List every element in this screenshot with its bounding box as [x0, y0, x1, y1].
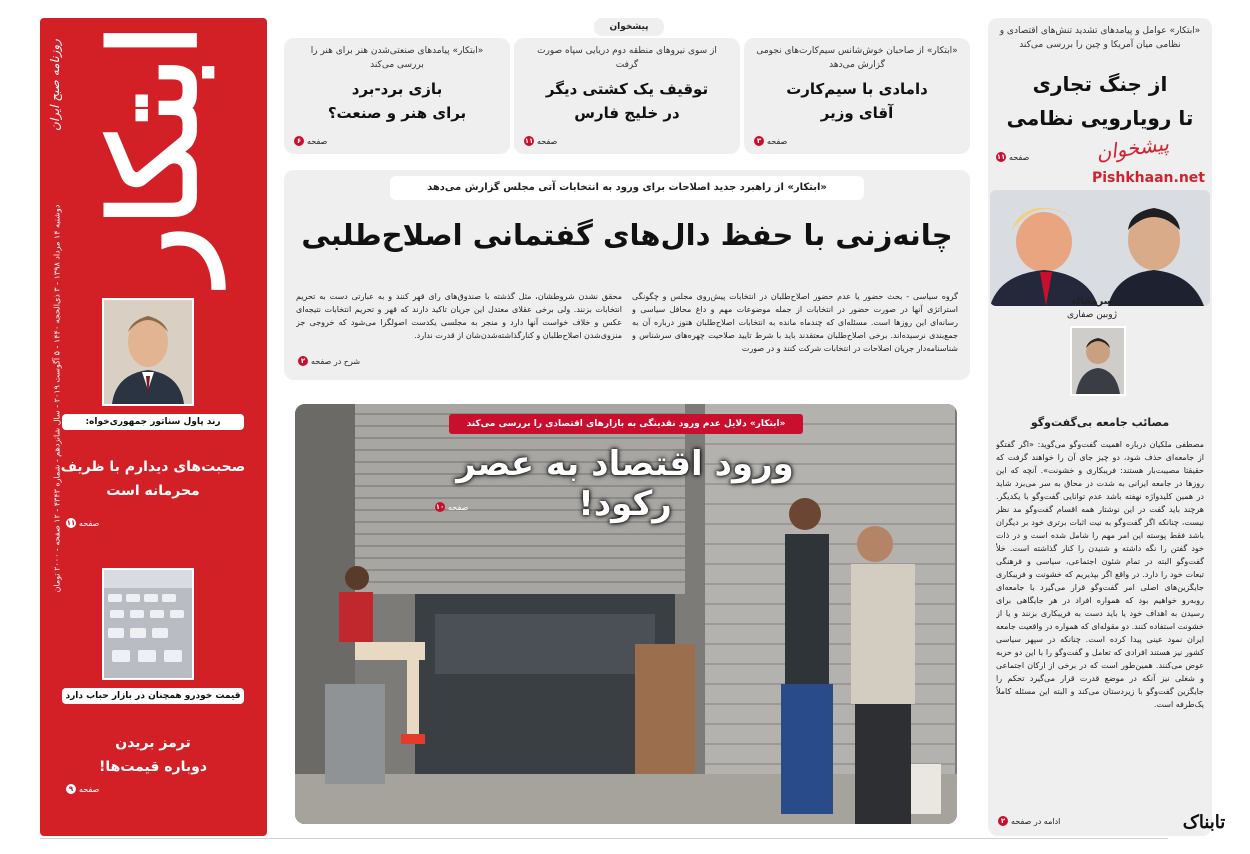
leaders-illustration: [990, 190, 1210, 306]
cars-photo: [102, 568, 194, 680]
photo-page-ref[interactable]: صفحه ۱۰: [435, 502, 469, 512]
portrait-illustration: [104, 300, 192, 404]
page-number-badge: ۹: [66, 784, 76, 794]
photo-headline: ورود اقتصاد به عصر رکود!: [456, 444, 794, 524]
card-headline-2: در خلیج فارس: [574, 104, 680, 122]
page-number-badge: ۲: [998, 816, 1008, 826]
trade-war-page-ref[interactable]: صفحه ۱۱: [996, 152, 1030, 162]
lead-column-1: گروه سیاسی - بحث حضور یا عدم حضور اصلاح‌طلبان در انتخابات پیش‌روی مجلس و چگونگی استراتژی آنها در صورت حضور در انتخابات از جمله موضوعات مهم و داغ محافل سیاسی و رسانه‌ای این روزها است. مسئله‌ای که چندماه مانده به انتخابات اصلاح‌طلبان هنوز درباره آن به جمع‌بندی نرسیده‌اند. برخی اصلاح‌طلبان معتقدند باید با شرط تایید صلاحیت چهره‌های سرشناس و شناسنامه‌دار جریان اصلاحات در انتخابات شرکت کنند و در صورت: [632, 292, 958, 353]
editorial-continue-ref[interactable]: ادامه در صفحه ۲: [998, 816, 1060, 826]
editorial-body: مصطفی ملکیان درباره اهمیت گفت‌وگو می‌گوید: «اگر گفتگو از جامعه‌ای حذف شود، دو چیز جای آن را خواهند گرفت که حقیقتا مصیبت‌بار هستند: فریبکاری و خشونت». آنچه که این روزها در جامعه ایرانی به شدت در محاق به سر می‌برد شاید در همین کلیدواژه نهفته باشد عدم توانایی گفت‌وگو با یکدیگر. هرچند باید گفت در این نوشتار همه اقسام گفت‌وگو مد نظر نیست، چنانکه اگر گفت‌وگو به نیت اثبات برتری خود بر دیگران باشد فقط پوسته این امر مهم را شامل شده است و در ذات خود گفتن را نگه داشته و شنیدن را کنار گذاشته است. خلأ گفت‌وگو البته در تمام شئون اجتماعی، سیاسی و فرهنگی تبعات خود را دارد. در واقع اگر بپذیریم که خشونت و فریبکاری جایگزین‌های اصلی امر گفت‌وگو قرار می‌گیرد با جامعه‌ای روبه‌رو خواهیم بود که همواره افراد در هر جایگاهی برای رسیدن به اهداف خود یا باید دست به فریبکاری بزنند و یا از خشونت استفاده کنند. دو مقوله‌ای که همواره در واقعیت جامعه ایران نمود عینی پیدا کرده است. چنانکه در سپهر سیاسی کشور نیز هستند افرادی که تعامل و گفت‌وگو را با این دو حربه عوض می‌کنند. همین‌طور است که در برخی از ارکان اجتماعی و شغلی نیز آنکه در موضع قدرت قرار می‌گیرد تحکم را جایگزین گفت‌وگو با زیردستان می‌کند و البته این مسئله کاملاً یک‌طرفه است.: [996, 440, 1204, 709]
editorial-title: مصائب جامعه بی‌گفت‌وگو: [1030, 416, 1170, 429]
leaders-photo: [990, 190, 1210, 306]
senator-headline-2: محرمانه است: [106, 483, 200, 499]
lead-column-2: محقق نشدن شروطشان، مثل گذشته با صندوق‌های رای قهر کنند و به عبارتی دست به تحریم انتخابات بزنند. ولی برخی عقلای معتدل این جریان تاکید دارند که قهر و تحریم انتخابات نتیجه‌ای عکس و خلاف خواست آنها دارد و منجر به مجلسی یکدست اصولگرا می‌شود که خروجی جز منزوی‌شدن اصلاح‌طلبان و کنارگذاشته‌شدن‌شان از قدرت ندارد.: [296, 292, 622, 340]
senator-caption: رند پاول سناتور جمهوری‌خواه:: [62, 414, 244, 430]
watermark-fa: پیشخوان: [1094, 131, 1171, 165]
cars-page-ref[interactable]: صفحه ۹: [66, 784, 99, 794]
page-number-badge: ۶: [294, 136, 304, 146]
trade-war-headline-2: تا رویارویی نظامی: [1006, 106, 1194, 130]
masthead-logo: ابتکار: [84, 23, 223, 283]
card-headline-2: آقای وزیر: [820, 104, 894, 122]
lead-headline: چانه‌زنی با حفظ دال‌های گفتمانی اصلاح‌طلبی: [301, 218, 953, 252]
card-page-ref[interactable]: صفحه ۳: [754, 136, 787, 146]
editorial-label: سرمقاله: [1070, 296, 1114, 307]
page-number-badge: ۱۱: [996, 153, 1006, 161]
pishkhan-card-2[interactable]: [514, 38, 740, 154]
card-page-ref[interactable]: صفحه ۱۱: [524, 136, 558, 146]
trade-war-kicker: «ابتکار» عوامل و پیامدهای تشدید تنش‌های اقتصادی و نظامی میان آمریکا و چین را بررسی می‌کند: [999, 26, 1201, 50]
card-headline-1: توقیف یک کشتی دیگر: [545, 80, 709, 98]
parking-lot-illustration: [104, 570, 192, 678]
trade-war-headline-1: از جنگ تجاری: [1032, 72, 1168, 96]
page-number-badge: ۱۱: [524, 137, 534, 145]
page-number-badge: ۲: [298, 356, 308, 366]
lead-kicker: «ابتکار» از راهبرد جدید اصلاحات برای ورود به انتخابات آتی مجلس گزارش می‌دهد: [390, 176, 864, 200]
masthead-slogan: روزنامه صبح ایران: [48, 39, 62, 131]
page-number-badge: ۳: [754, 136, 764, 146]
card-kicker: از سوی نیروهای منطقه دوم دریایی سپاه صورت گرفت: [537, 46, 717, 70]
footer-divider: [40, 838, 1168, 839]
photo-story[interactable]: [295, 404, 957, 824]
pishkhan-card-1[interactable]: [744, 38, 970, 154]
pishkhan-label: پیشخوان: [594, 18, 664, 36]
page-number-badge: ۱۱: [66, 519, 76, 527]
lead-continue-ref[interactable]: شرح در صفحه ۲: [298, 356, 360, 366]
photo-kicker: «ابتکار» دلایل عدم ورود نقدینگی به بازارهای اقتصادی را بررسی می‌کند: [449, 414, 803, 434]
author-portrait-illustration: [1072, 328, 1124, 394]
card-headline-2: برای هنر و صنعت؟: [327, 104, 467, 122]
cars-headline-1: ترمز بریدن: [115, 735, 191, 751]
pishkhan-card-3[interactable]: [284, 38, 510, 154]
card-kicker: «ابتکار» از صاحبان خوش‌شانس سیم‌کارت‌های نجومی گزارش می‌دهد: [756, 46, 958, 70]
senator-headline-1: صحبت‌های دیدارم با ظریف: [60, 459, 246, 475]
footer-brand-logo: تابناک: [1182, 812, 1226, 833]
author-photo: [1070, 326, 1126, 396]
card-headline-1: دامادی با سیم‌کارت: [786, 80, 928, 98]
page-number-badge: ۱۰: [435, 503, 445, 511]
senator-photo: [102, 298, 194, 406]
card-headline-1: بازی برد-برد: [351, 80, 443, 98]
lead-story[interactable]: [284, 170, 970, 380]
masthead-dateline: دوشنبه ۱۴ مرداد ۱۳۹۸ - ۳ ذی‌الحجه ۱۴۴۰ - ۵ آگوست ۲۰۱۹ - سال شانزدهم - شماره ۴۳۴۳ - ۱۲ صفحه - ۲۰۰۰ تومان: [52, 204, 62, 592]
cars-headline-2: دوباره قیمت‌ها!: [98, 759, 208, 775]
masthead: [40, 18, 267, 836]
cars-caption: قیمت خودرو همچنان در بازار حباب دارد: [62, 688, 244, 704]
right-column: [988, 18, 1212, 836]
card-page-ref[interactable]: صفحه ۶: [294, 136, 327, 146]
editorial-author: ژوبین صفاری: [1067, 310, 1117, 320]
senator-page-ref[interactable]: صفحه ۱۱: [66, 518, 100, 528]
card-kicker: «ابتکار» پیامدهای صنعتی‌شدن هنر برای هنر را بررسی می‌کند: [310, 46, 484, 70]
watermark-url: Pishkhaan.net: [1092, 170, 1205, 186]
